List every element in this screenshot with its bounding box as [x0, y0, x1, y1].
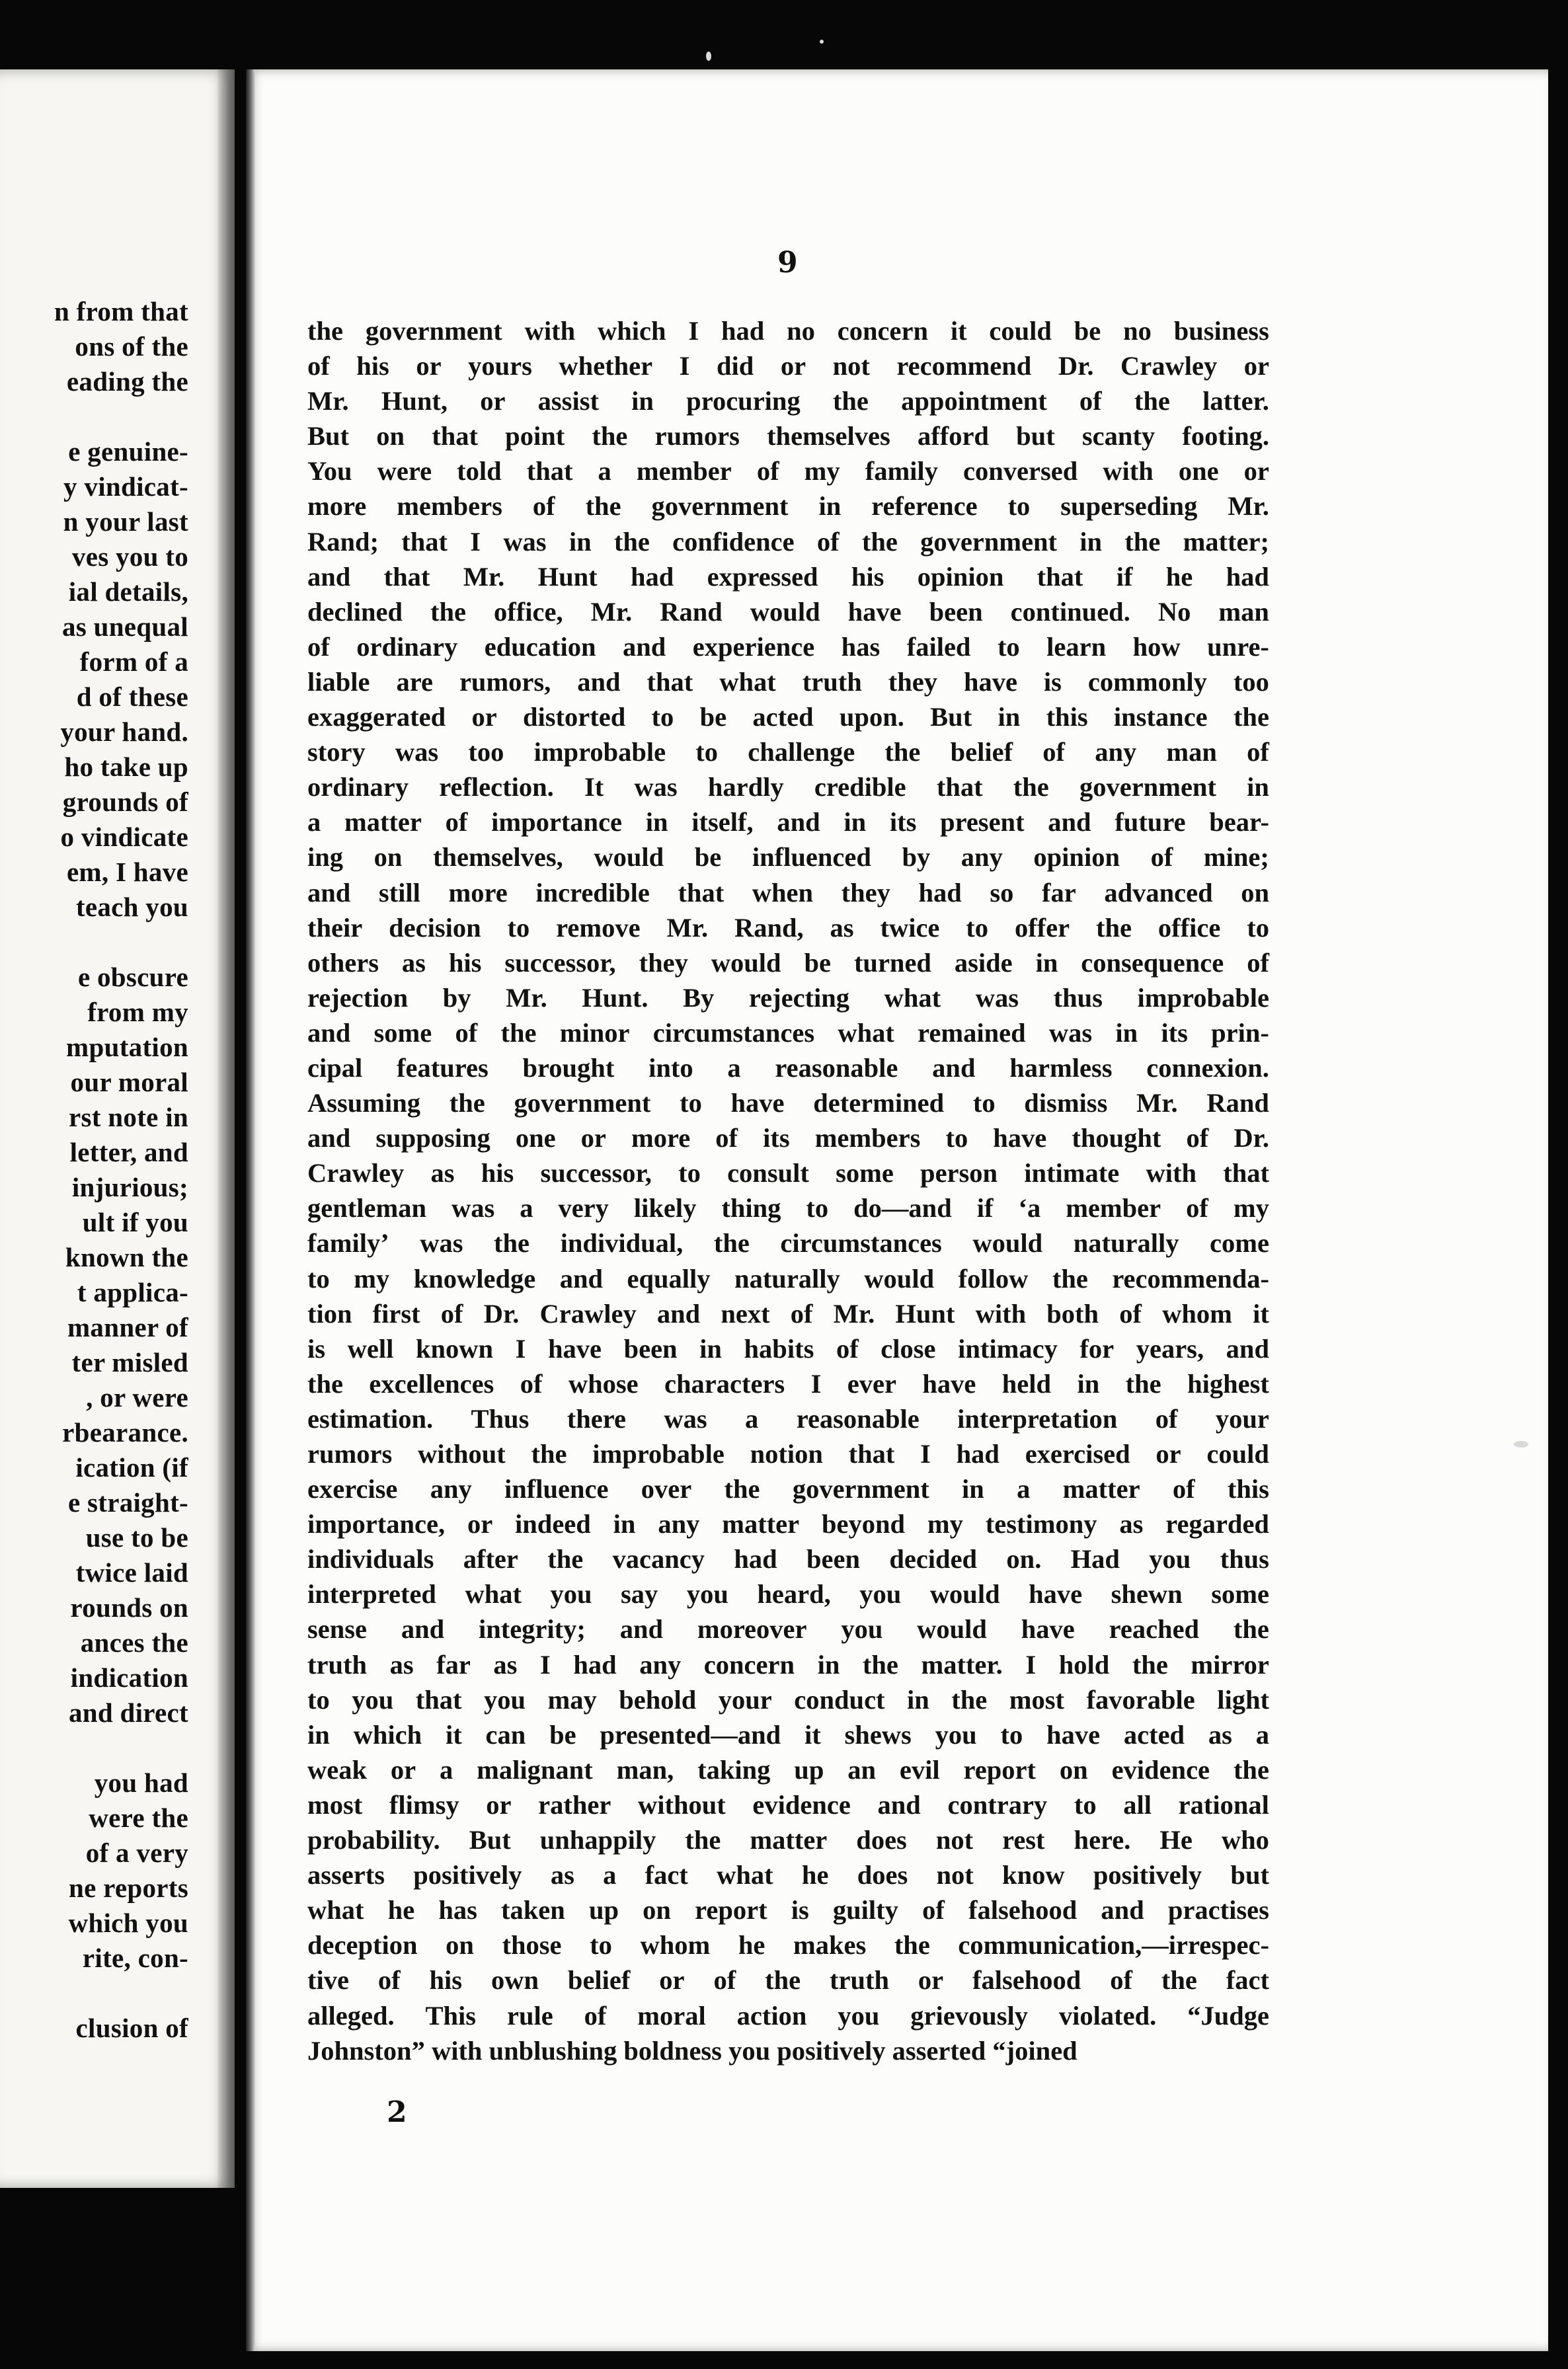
text-line: a matter of importance in itself, and in its present and future bear-: [307, 807, 1269, 837]
left-page-text: [0, 294, 188, 2046]
left-page-line: ons of the: [75, 331, 188, 362]
left-page-line: teach you: [75, 892, 188, 922]
text-line: probability. But unhappily the matter does not rest here. He who: [307, 1825, 1269, 1855]
left-page-line: from my: [87, 997, 188, 1027]
left-page-line: known the: [65, 1242, 188, 1272]
left-page-line: d of these: [76, 681, 188, 712]
text-line: individuals after the vacancy had been decided on. Had you thus: [307, 1544, 1269, 1574]
left-page-line: [0, 399, 188, 434]
text-line: more members of the government in reference to superseding Mr.: [307, 491, 1269, 522]
text-line: deception on those to whom he makes the communication,—irrespec-: [307, 1930, 1269, 1961]
text-line: in which it can be presented—and it shews you to have acted as a: [307, 1719, 1269, 1750]
left-page: [0, 69, 235, 2188]
text-line: Crawley as his successor, to consult some person intimate with that: [307, 1158, 1269, 1188]
text-line: Mr. Hunt, or assist in procuring the appointment of the latter.: [307, 386, 1269, 416]
left-page-line: letter, and: [69, 1137, 188, 1167]
left-page-line: ances the: [80, 1627, 188, 1658]
scan-speck: [706, 52, 711, 61]
text-line: to my knowledge and equally naturally would follow the recommenda-: [307, 1263, 1269, 1294]
scan-speck: [820, 40, 824, 44]
text-line: alleged. This rule of moral action you grievously violated. “Judge: [307, 2000, 1269, 2031]
text-line: what he has taken up on report is guilty of falsehood and practises: [307, 1895, 1269, 1925]
text-line: cipal features brought into a reasonable and harmless connexion.: [307, 1052, 1269, 1083]
left-page-line: ter misled: [71, 1347, 188, 1378]
left-page-line: twice laid: [75, 1557, 188, 1588]
left-page-line: form of a: [79, 646, 188, 677]
left-page-line: ial details,: [68, 576, 188, 607]
left-page-line: manner of: [67, 1312, 188, 1342]
text-line: You were told that a member of my family conversed with one or: [307, 456, 1269, 486]
left-page-line: ho take up: [64, 752, 188, 782]
text-line: sense and integrity; and moreover you would have reached the: [307, 1614, 1269, 1645]
page-edge: [246, 69, 255, 2351]
left-page-line: , or were: [86, 1382, 188, 1413]
text-line: exaggerated or distorted to be acted upon. But in this instance the: [307, 702, 1269, 732]
scan-speck: [1514, 1441, 1528, 1448]
text-line: the government with which I had no concern it could be no business: [307, 316, 1269, 346]
text-line: is well known I have been in habits of close intimacy for years, and: [307, 1333, 1269, 1364]
left-page-line: mputation: [66, 1032, 188, 1062]
left-page-line: which you: [68, 1908, 188, 1938]
left-page-line: e straight-: [67, 1487, 188, 1518]
text-line: declined the office, Mr. Rand would have been continued. No man: [307, 596, 1269, 627]
text-line: gentleman was a very likely thing to do—and if ‘a member of my: [307, 1193, 1269, 1223]
left-page-line: injurious;: [71, 1172, 188, 1202]
text-line: importance, or indeed in any matter beyond my testimony as regarded: [307, 1509, 1269, 1539]
text-line: asserts positively as a fact what he does not know positively but: [307, 1860, 1269, 1890]
text-line: rumors without the improbable notion that I had exercised or could: [307, 1439, 1269, 1469]
left-page-line: ult if you: [82, 1207, 188, 1237]
text-line: and still more incredible that when they had so far advanced on: [307, 877, 1269, 908]
left-page-line: and direct: [68, 1697, 188, 1728]
left-page-line: ves you to: [71, 541, 188, 572]
left-page-line: rite, con-: [82, 1943, 188, 1973]
left-page-line: rst note in: [69, 1102, 188, 1132]
left-page-line: ne reports: [68, 1873, 188, 1903]
text-line: interpreted what you say you heard, you would have shewn some: [307, 1579, 1269, 1610]
text-line: of ordinary education and experience has failed to learn how unre-: [307, 631, 1269, 662]
left-page-line: were the: [89, 1803, 188, 1833]
left-page-line: [0, 1730, 188, 1766]
left-page-line: [0, 1976, 188, 2011]
text-line: ing on themselves, would be influenced by any opinion of mine;: [307, 842, 1269, 873]
left-page-line: indication: [70, 1662, 188, 1693]
text-line: estimation. Thus there was a reasonable interpretation of your: [307, 1403, 1269, 1434]
left-page-line: use to be: [85, 1522, 188, 1553]
left-page-line: rbearance.: [62, 1417, 188, 1448]
text-line: their decision to remove Mr. Rand, as twice to offer the office to: [307, 912, 1269, 943]
left-page-line: your hand.: [60, 717, 188, 747]
text-line: of his or yours whether I did or not recommend Dr. Crawley or: [307, 351, 1269, 381]
left-page-line: e genuine-: [68, 436, 188, 467]
body-text: [307, 313, 1269, 2068]
text-line: and that Mr. Hunt had expressed his opinion that if he had: [307, 561, 1269, 592]
text-line: and some of the minor circumstances what remained was in its prin-: [307, 1017, 1269, 1048]
left-page-line: n from that: [54, 296, 188, 327]
text-line: liable are rumors, and that what truth they have is commonly too: [307, 666, 1269, 697]
text-line: tion first of Dr. Crawley and next of Mr. Hunt with both of whom it: [307, 1298, 1269, 1329]
text-line: the excellences of whose characters I ever have held in the highest: [307, 1368, 1269, 1399]
left-page-line: clusion of: [75, 2013, 188, 2043]
left-page-line: as unequal: [61, 611, 188, 642]
text-line: Assuming the government to have determined to dismiss Mr. Rand: [307, 1088, 1269, 1118]
text-line: Rand; that I was in the confidence of the government in the matter;: [307, 526, 1269, 557]
text-line: exercise any influence over the government in a matter of this: [307, 1474, 1269, 1504]
text-line: others as his successor, they would be turned aside in consequence of: [307, 947, 1269, 978]
page-number: 9: [777, 246, 798, 280]
signature-mark: 2: [387, 2095, 407, 2129]
left-page-line: o vindicate: [60, 822, 188, 852]
left-page-line: eading the: [66, 366, 188, 397]
left-page-line: y vindicat-: [63, 471, 188, 502]
text-line: weak or a malignant man, taking up an evil report on evidence the: [307, 1754, 1269, 1785]
text-line: Johnston” with unblushing boldness you positively asserted “joined: [307, 2035, 1078, 2066]
text-line: tive of his own belief or of the truth or falsehood of the fact: [307, 1965, 1269, 1996]
left-page-line: n your last: [63, 506, 188, 537]
left-page-line: rounds on: [70, 1592, 188, 1623]
left-page-line: [0, 925, 188, 960]
text-line: truth as far as I had any concern in the matter. I hold the mirror: [307, 1649, 1269, 1680]
left-page-line: ication (if: [75, 1452, 188, 1483]
left-page-line: you had: [94, 1767, 188, 1798]
text-line: to you that you may behold your conduct in the most favorable light: [307, 1684, 1269, 1715]
text-line: family’ was the individual, the circumstances would naturally come: [307, 1228, 1269, 1259]
text-line: most flimsy or rather without evidence and contrary to all rational: [307, 1789, 1269, 1820]
text-line: ordinary reflection. It was hardly credible that the government in: [307, 772, 1269, 802]
text-line: rejection by Mr. Hunt. By rejecting what was thus improbable: [307, 982, 1269, 1013]
text-line: and supposing one or more of its members to have thought of Dr.: [307, 1123, 1269, 1153]
left-page-line: our moral: [70, 1067, 188, 1097]
text-line: But on that point the rumors themselves afford but scanty footing.: [307, 421, 1269, 451]
text-line: story was too improbable to challenge the belief of any man of: [307, 737, 1269, 767]
left-page-line: of a very: [85, 1838, 188, 1868]
left-page-line: t applica-: [77, 1277, 188, 1307]
left-page-line: grounds of: [62, 787, 188, 817]
left-page-line: em, I have: [66, 857, 188, 887]
left-page-line: e obscure: [77, 962, 188, 992]
left-page-gutter: [217, 69, 235, 2188]
